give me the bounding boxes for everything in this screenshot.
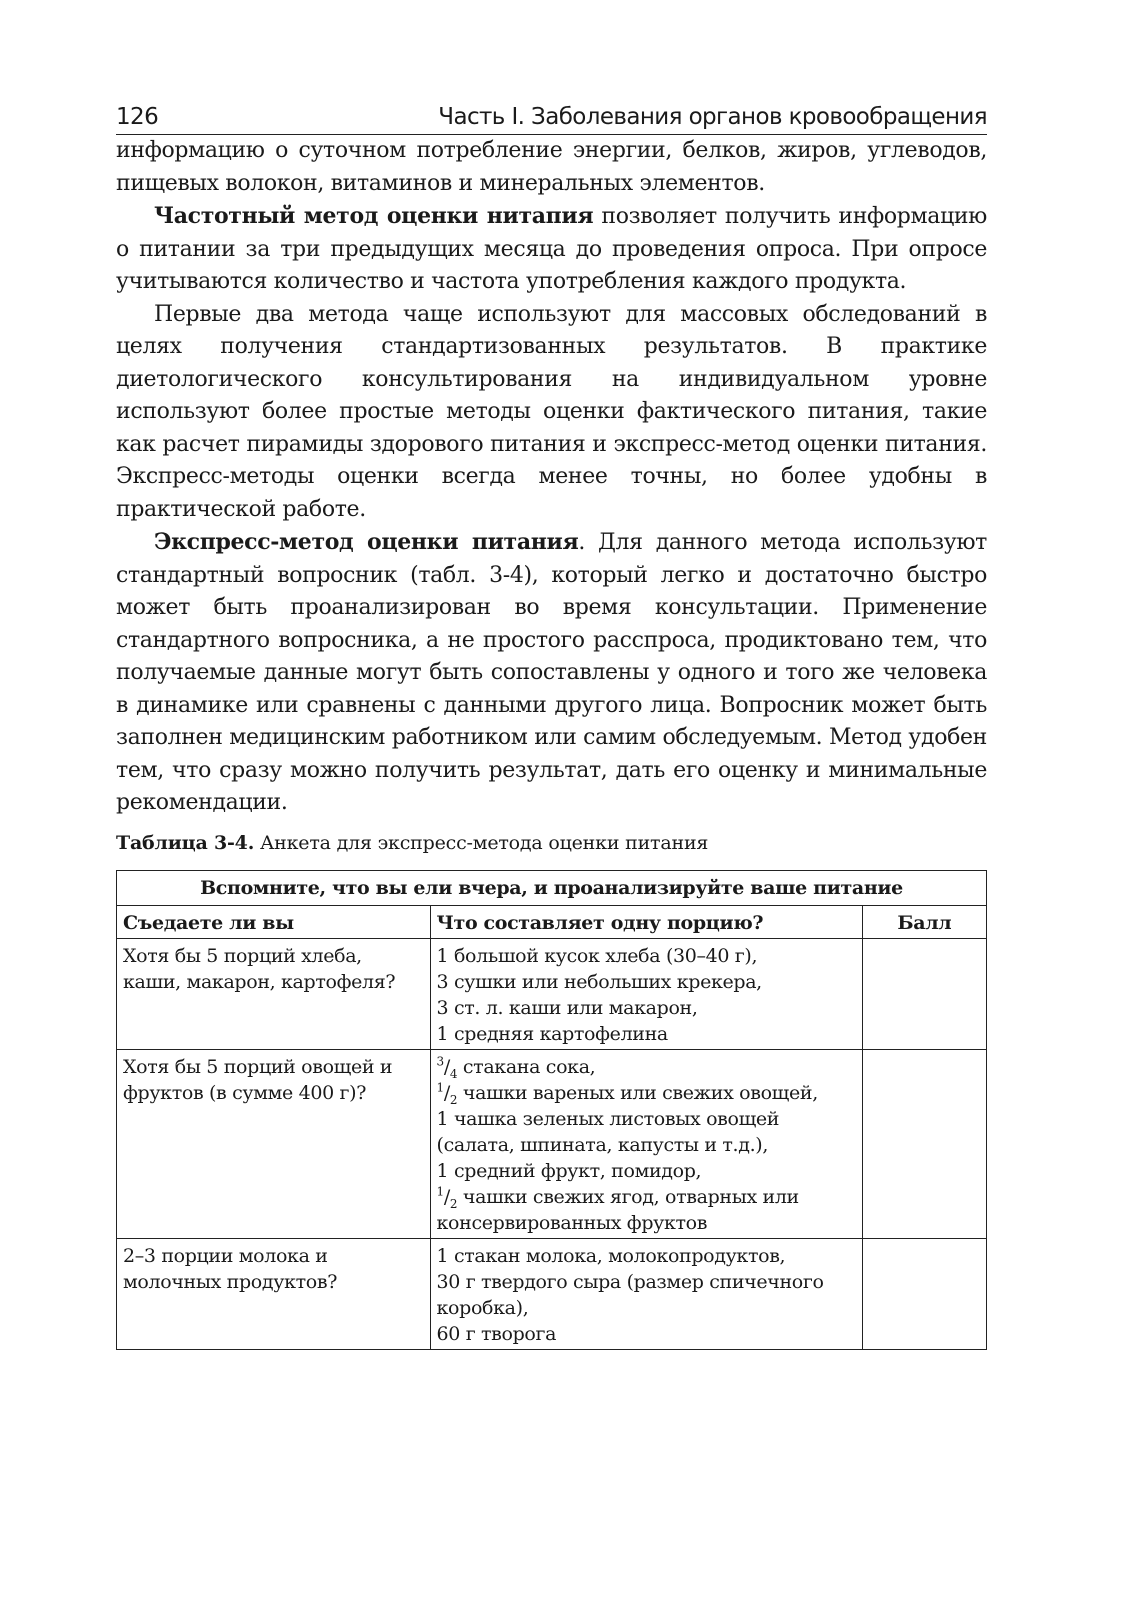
fraction-denominator: 2 bbox=[449, 1196, 458, 1211]
paragraph-3: Первые два метода чаще используют для массовых обследований в целях получения стандартизованных результатов. В практике диетологического консультирования на индивидуальном уровне используют более простые методы оценки фактического питания, такие как расчет пирамиды здорового питания и экспресс-метод оценки питания. Экспресс-методы оценки всегда менее точны, но более удобны в практической работе. bbox=[116, 301, 987, 522]
table-caption-label: Таблица 3-4. bbox=[116, 831, 255, 854]
table-caption-text: Анкета для экспресс-метода оценки питания bbox=[254, 831, 709, 854]
body-text bbox=[116, 135, 987, 820]
fraction-numerator: 3 bbox=[436, 1054, 444, 1069]
portion-line: $^3/_4$ стакана сока, bbox=[436, 1054, 596, 1081]
portion-line: 60 г творога bbox=[436, 1322, 557, 1345]
portion-line: 1 стакан молока, молокопродуктов, bbox=[436, 1244, 786, 1267]
term-express-method: Экспресс-метод оценки питания bbox=[154, 529, 579, 555]
paragraph-4 bbox=[116, 526, 987, 820]
portion-line: $^1/_2$ чашки вареных или свежих овощей, bbox=[436, 1080, 818, 1107]
portion-text: чашки вареных или свежих овощей, bbox=[457, 1081, 818, 1104]
running-title: Часть I. Заболевания органов кровообращения bbox=[438, 104, 987, 130]
column-header-question: Съедаете ли вы bbox=[117, 905, 431, 938]
page bbox=[116, 104, 987, 1350]
score-cell bbox=[862, 1049, 986, 1238]
fraction-denominator: 2 bbox=[449, 1092, 458, 1107]
page-number: 126 bbox=[116, 104, 159, 130]
portion-line: 3 ст. л. каши или макарон, bbox=[436, 996, 698, 1019]
portion-line: 1 средняя картофелина bbox=[436, 1022, 668, 1045]
table-row bbox=[117, 1238, 987, 1349]
paragraph-2-text: позволяет получить информацию о питании за три предыдущих месяца до проведения опроса. При опросе учитываются количество и частота употребления каждого продукта. bbox=[116, 204, 987, 294]
table-caption bbox=[116, 832, 987, 854]
column-header-score: Балл bbox=[862, 905, 986, 938]
portion-line: 30 г твердого сыра (размер спичечного коробка), bbox=[436, 1270, 824, 1319]
paragraph-2 bbox=[116, 200, 987, 299]
fraction-denominator: 4 bbox=[449, 1066, 458, 1081]
table-row bbox=[117, 1049, 987, 1238]
portion-cell bbox=[430, 1238, 862, 1349]
table-title: Вспомните, что вы ели вчера, и проанализируйте ваше питание bbox=[117, 870, 987, 905]
portion-cell bbox=[430, 1049, 862, 1238]
portion-text: чашки свежих ягод, отварных или консервированных фруктов bbox=[436, 1185, 799, 1234]
portion-line: 1 большой кусок хлеба (30–40 г), bbox=[436, 944, 758, 967]
question-cell: 2–3 порции молока и молочных продуктов? bbox=[117, 1238, 431, 1349]
table-row bbox=[117, 938, 987, 1049]
question-cell: Хотя бы 5 порций овощей и фруктов (в сумме 400 г)? bbox=[117, 1049, 431, 1238]
paragraph-1: информацию о суточном потребление энергии, белков, жиров, углеводов, пищевых волокон, витаминов и минеральных элементов. bbox=[116, 138, 987, 196]
running-header bbox=[116, 104, 987, 135]
portion-line: 1 средний фрукт, помидор, bbox=[436, 1159, 702, 1182]
term-frequency-method: Частотный метод оценки нитапия bbox=[154, 203, 594, 229]
score-cell bbox=[862, 1238, 986, 1349]
fraction-numerator: 1 bbox=[436, 1080, 444, 1095]
paragraph-4-text: . Для данного метода используют стандартный вопросник (табл. 3-4), который легко и достаточно быстро может быть проанализирован во время консультации. Применение стандартного вопросника, а не простого расспроса, продиктовано тем, что получаемые данные могут быть сопоставлены у одного и того же человека в динамике или сравнены с данными другого лица. Вопросник может быть заполнен медицинским работником или самим обследуемым. Метод удобен тем, что сразу можно получить результат, дать его оценку и минимальные рекомендации. bbox=[116, 530, 987, 815]
score-cell bbox=[862, 938, 986, 1049]
portion-text: стакана сока, bbox=[457, 1055, 596, 1078]
portion-line: 3 сушки или небольших крекера, bbox=[436, 970, 762, 993]
portion-cell bbox=[430, 938, 862, 1049]
fraction-numerator: 1 bbox=[436, 1184, 444, 1199]
portion-line: $^1/_2$ чашки свежих ягод, отварных или консервированных фруктов bbox=[436, 1184, 799, 1234]
questionnaire-table bbox=[116, 870, 987, 1350]
question-cell: Хотя бы 5 порций хлеба, каши, макарон, картофеля? bbox=[117, 938, 431, 1049]
column-header-portion: Что составляет одну порцию? bbox=[430, 905, 862, 938]
portion-line: 1 чашка зеленых листовых овощей (салата, шпината, капусты и т.д.), bbox=[436, 1107, 780, 1156]
